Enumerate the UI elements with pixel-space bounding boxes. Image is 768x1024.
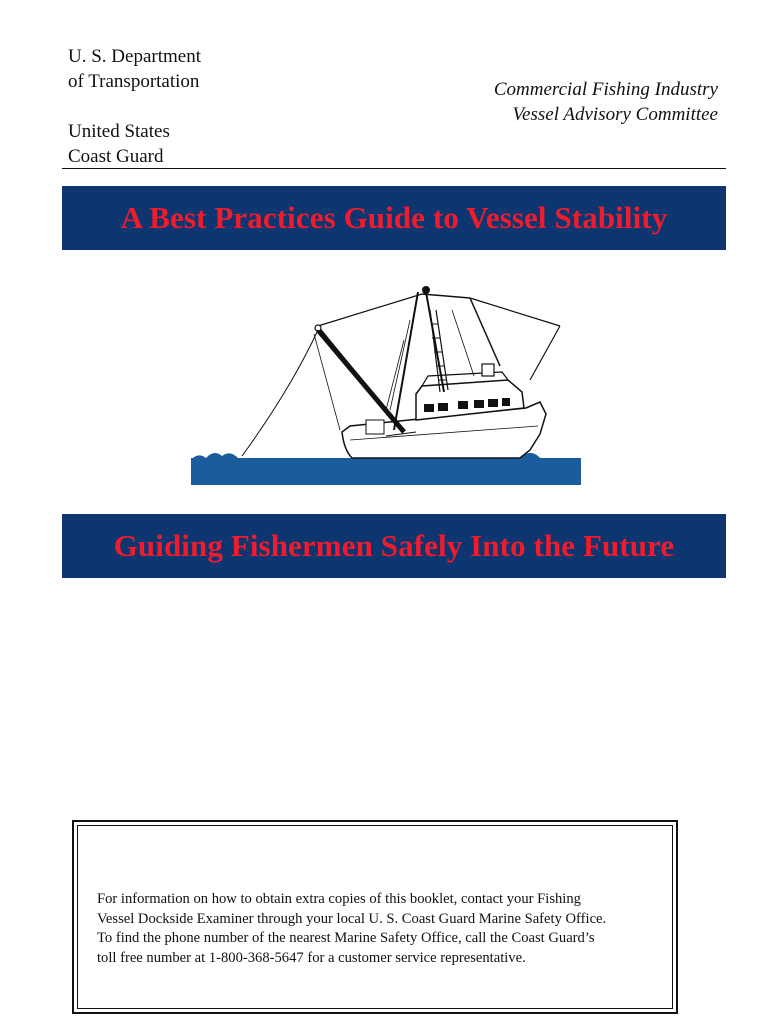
committee-line-2: Vessel Advisory Committee: [512, 104, 718, 125]
committee-line-1: Commercial Fishing Industry: [493, 79, 718, 100]
info-line-3: To find the phone number of the nearest Marine Safety Office, call the Coast Guard’s: [97, 930, 595, 946]
info-line-1: For information on how to obtain extra copies of this booklet, contact your Fishing: [97, 891, 581, 907]
page-title: A Best Practices Guide to Vessel Stability: [120, 200, 668, 235]
title-banner: [62, 186, 726, 250]
agency-line-2: of Transportation: [68, 71, 200, 92]
info-box: [72, 820, 678, 1014]
sub-agency-line-2: Coast Guard: [68, 146, 164, 167]
info-text: [97, 890, 667, 968]
sub-agency-line-1: United States: [68, 121, 170, 142]
agency-block: [68, 44, 201, 169]
header-divider: [62, 168, 726, 169]
trawl-line: [242, 330, 318, 456]
info-line-2: Vessel Dockside Examiner through your local U. S. Coast Guard Marine Safety Office.: [97, 910, 607, 927]
agency-line-1: U. S. Department: [68, 46, 201, 67]
shrimp-trawler-illustration: [190, 280, 582, 486]
page-subtitle: Guiding Fishermen Safely Into the Future: [113, 528, 675, 563]
water-band: [191, 458, 581, 485]
outrigger-boom: [318, 330, 404, 432]
wave-left: [191, 453, 246, 460]
exhaust-stack: [482, 364, 494, 376]
committee-block: [494, 77, 718, 127]
info-line-4: toll free number at 1-800-368-5647 for a customer service representative.: [97, 949, 526, 966]
agency-spacer: [68, 94, 201, 119]
mast-top-ball: [422, 286, 430, 294]
subtitle-banner: [62, 514, 726, 578]
